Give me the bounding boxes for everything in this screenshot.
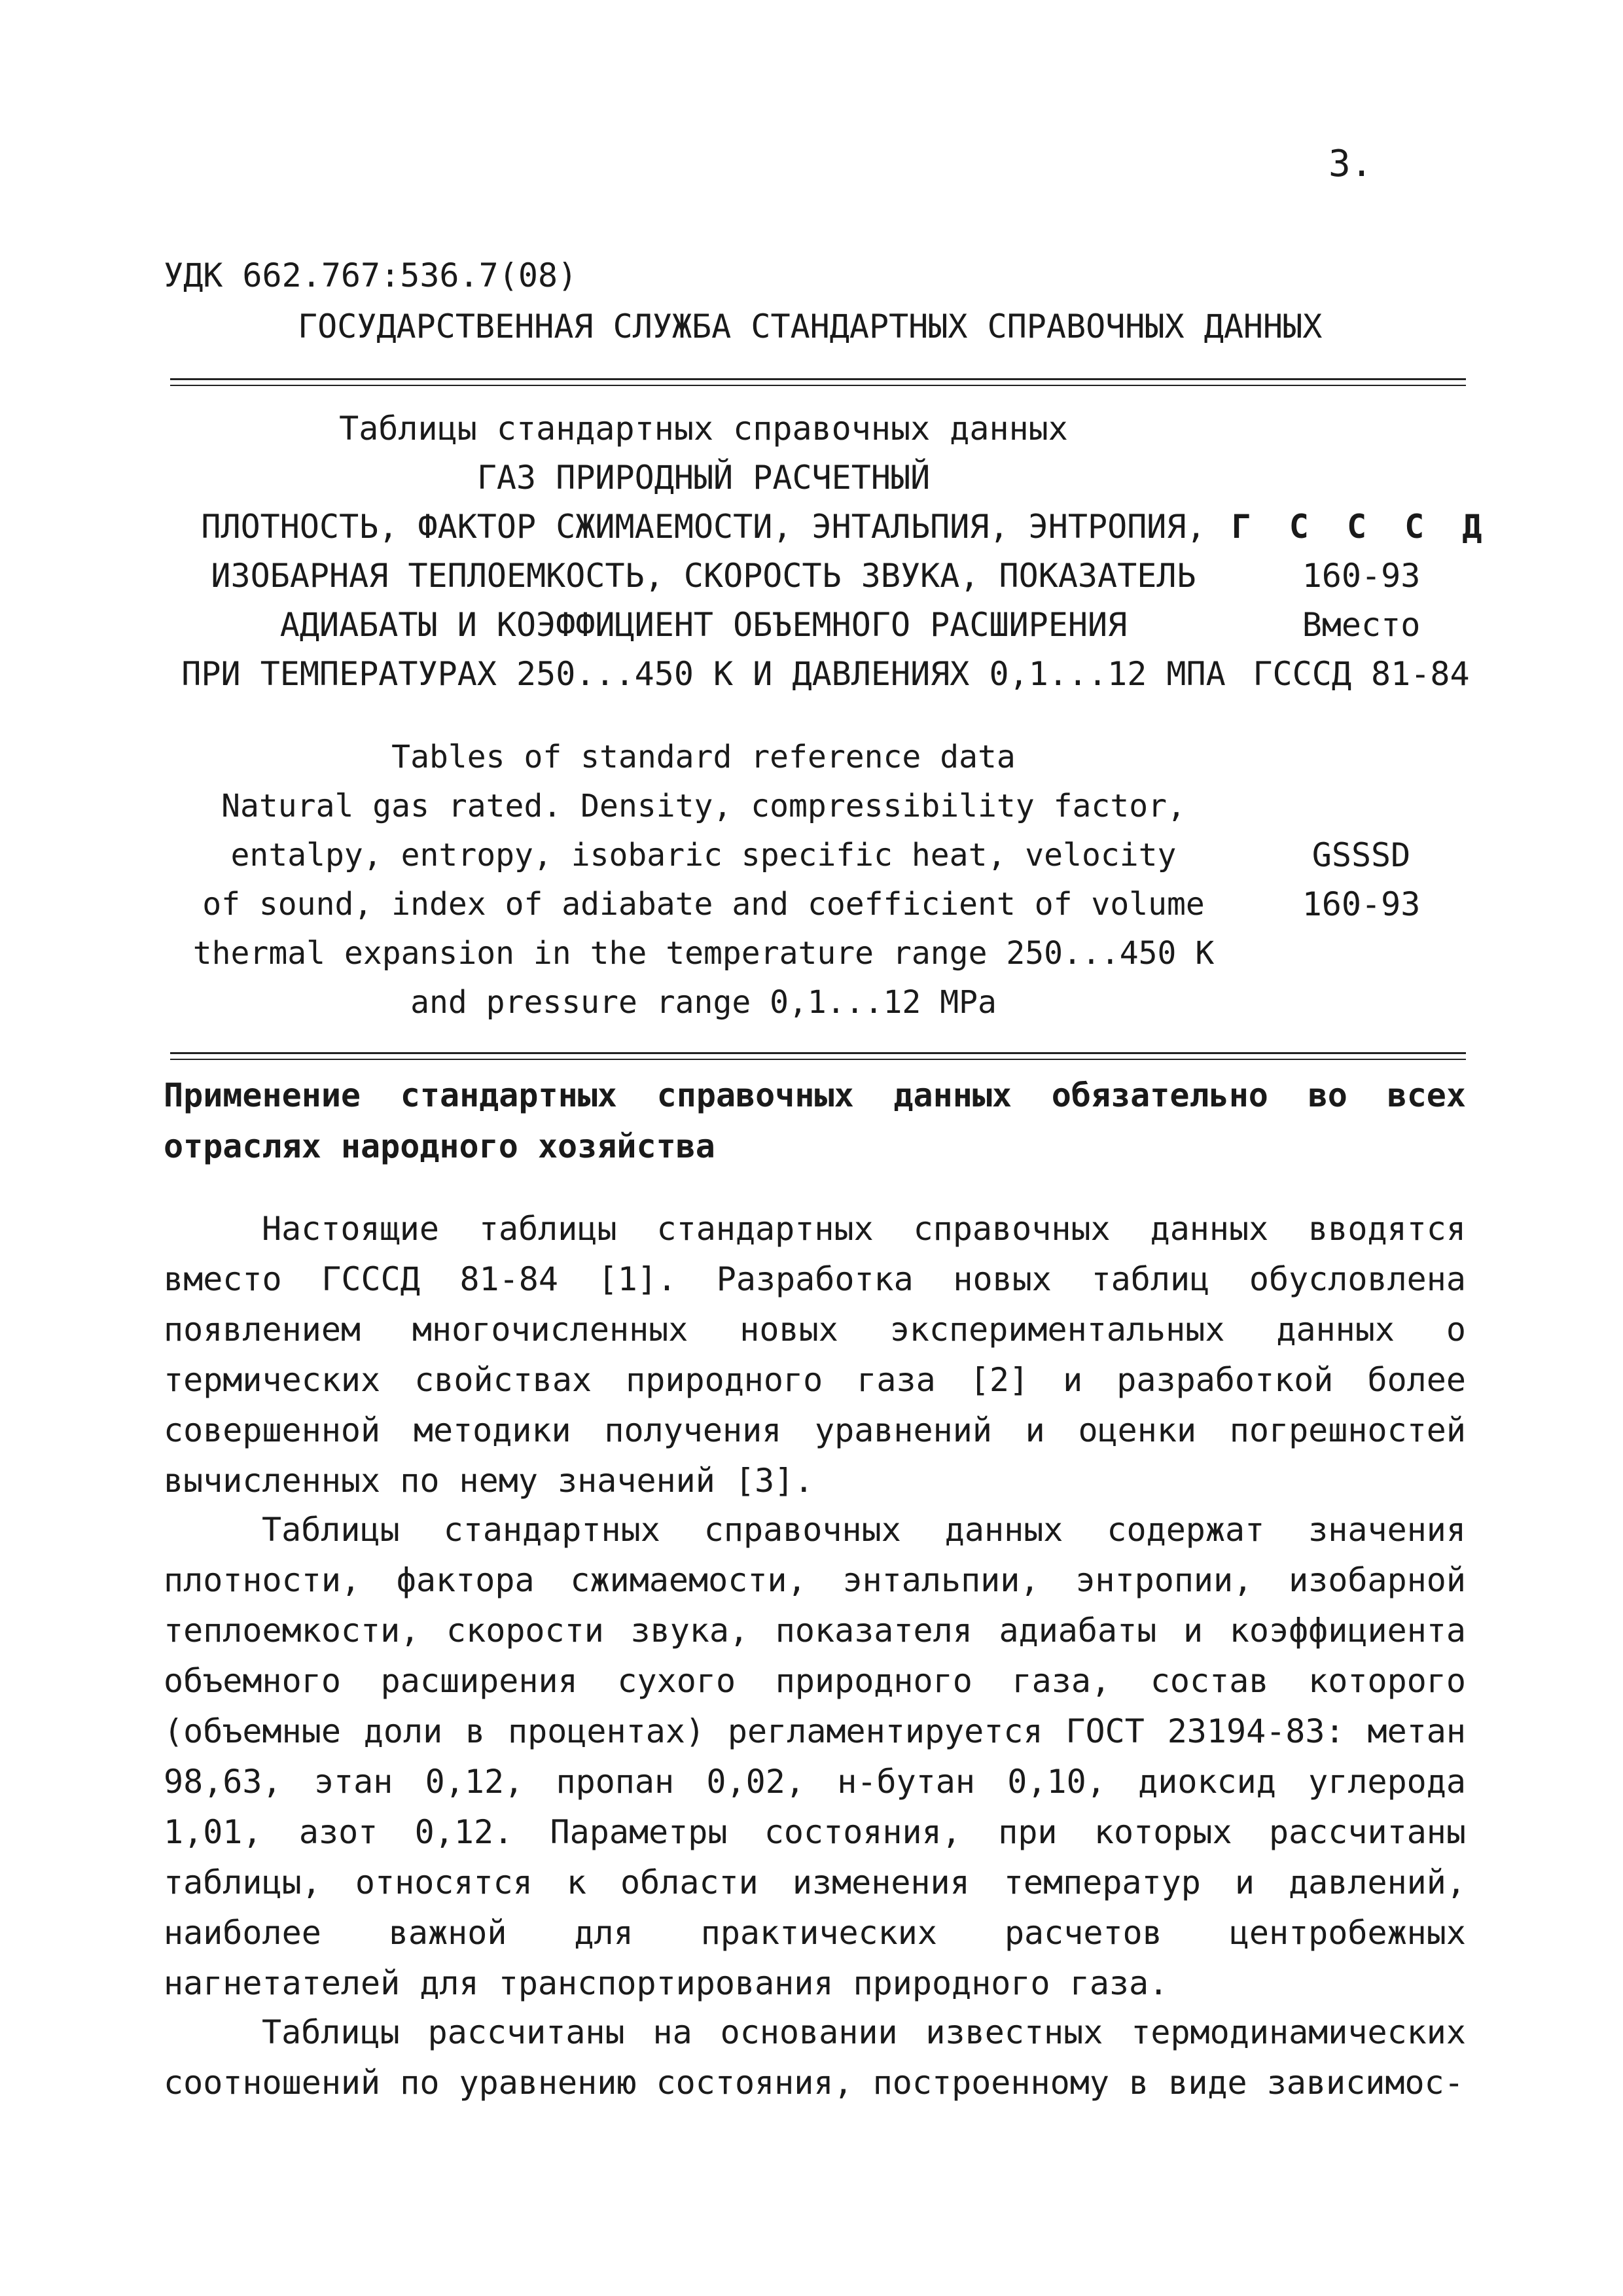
standard-code-en: GSSSD <box>1311 836 1411 874</box>
title-en-line: and pressure range 0,1...12 MPa <box>410 984 997 1021</box>
title-en-line: thermal expansion in the temperature range 250...450 K <box>192 935 1215 972</box>
title-ru-line: ПЛОТНОСТЬ, ФАКТОР СЖИМАЕМОСТИ, ЭНТАЛЬПИЯ, ЭНТРОПИЯ, <box>201 508 1206 546</box>
title-ru-line: Таблицы стандартных справочных данных <box>339 410 1068 448</box>
standard-number-ru: 160-93 <box>1302 557 1421 595</box>
udc-code: УДК 662.767:536.7(08) <box>164 256 578 294</box>
title-en <box>164 733 1243 1027</box>
title-ru-line: ГАЗ ПРИРОДНЫЙ РАСЧЕТНЫЙ <box>476 459 931 497</box>
title-ru-line: ИЗОБАРНАЯ ТЕПЛОЕМКОСТЬ, СКОРОСТЬ ЗВУКА, ПОКАЗАТЕЛЬ <box>211 557 1196 595</box>
title-ru-line: АДИАБАТЫ И КОЭФФИЦИЕНТ ОБЪЕМНОГО РАСШИРЕНИЯ <box>279 606 1128 644</box>
paragraph: Таблицы рассчитаны на основании известных термодинамических соотношений по уравнению состояния, построенному в виде зависимос- <box>164 2013 1466 2102</box>
service-title: ГОСУДАРСТВЕННАЯ СЛУЖБА СТАНДАРТНЫХ СПРАВОЧНЫХ ДАННЫХ <box>298 308 1323 345</box>
paragraph: Таблицы стандартных справочных данных содержат значения плотности, фактора сжимаемости, энтальпии, энтропии, изобарной теплоемкости, скорости звука, показателя адиабаты и коэффициента объемного расширения сухого природного газа, состав которого (объемные доли в процентах) регламентируется ГОСТ 23194-83: метан 98,63, этан 0,12, пропан 0,02, н-бутан 0,10, диоксид углерода 1,01, азот 0,12. Параметры состояния, при которых рассчитаны таблицы, относятся к области изменения температур и давлений, наиболее важной для практических расчетов центробежных нагнетателей для транспортирования природного газа. <box>164 1511 1466 2002</box>
page-number: 3. <box>1329 143 1373 185</box>
title-ru <box>164 404 1243 699</box>
standard-code-ru: Г С С С Д <box>1231 508 1491 546</box>
title-en-line: Natural gas rated. Density, compressibility factor, <box>221 788 1186 824</box>
replaced-standard: ГСССД 81-84 <box>1253 655 1470 693</box>
title-en-line: of sound, index of adiabate and coefficient of volume <box>202 886 1205 923</box>
title-divider <box>170 1052 1466 1060</box>
mandatory-notice: Применение стандартных справочных данных обязательно во всех отраслях народного хозяйства <box>164 1076 1466 1165</box>
instead-label: Вместо <box>1302 606 1421 644</box>
header-divider <box>170 378 1466 386</box>
paragraph: Настоящие таблицы стандартных справочных данных вводятся вместо ГСССД 81-84 [1]. Разработка новых таблиц обусловлена появлением многочисленных новых экспериментальных данных о термических свойствах природного газа [2] и разработкой более совершенной методики получения уравнений и оценки погрешностей вычисленных по нему значений [3]. <box>164 1210 1466 1500</box>
standard-number-en: 160-93 <box>1302 885 1421 923</box>
title-en-line: entalpy, entropy, isobaric specific heat, velocity <box>230 837 1177 874</box>
title-en-line: Tables of standard reference data <box>391 739 1016 775</box>
title-ru-line: ПРИ ТЕМПЕРАТУРАХ 250...450 К И ДАВЛЕНИЯХ 0,1...12 МПА <box>181 655 1226 693</box>
